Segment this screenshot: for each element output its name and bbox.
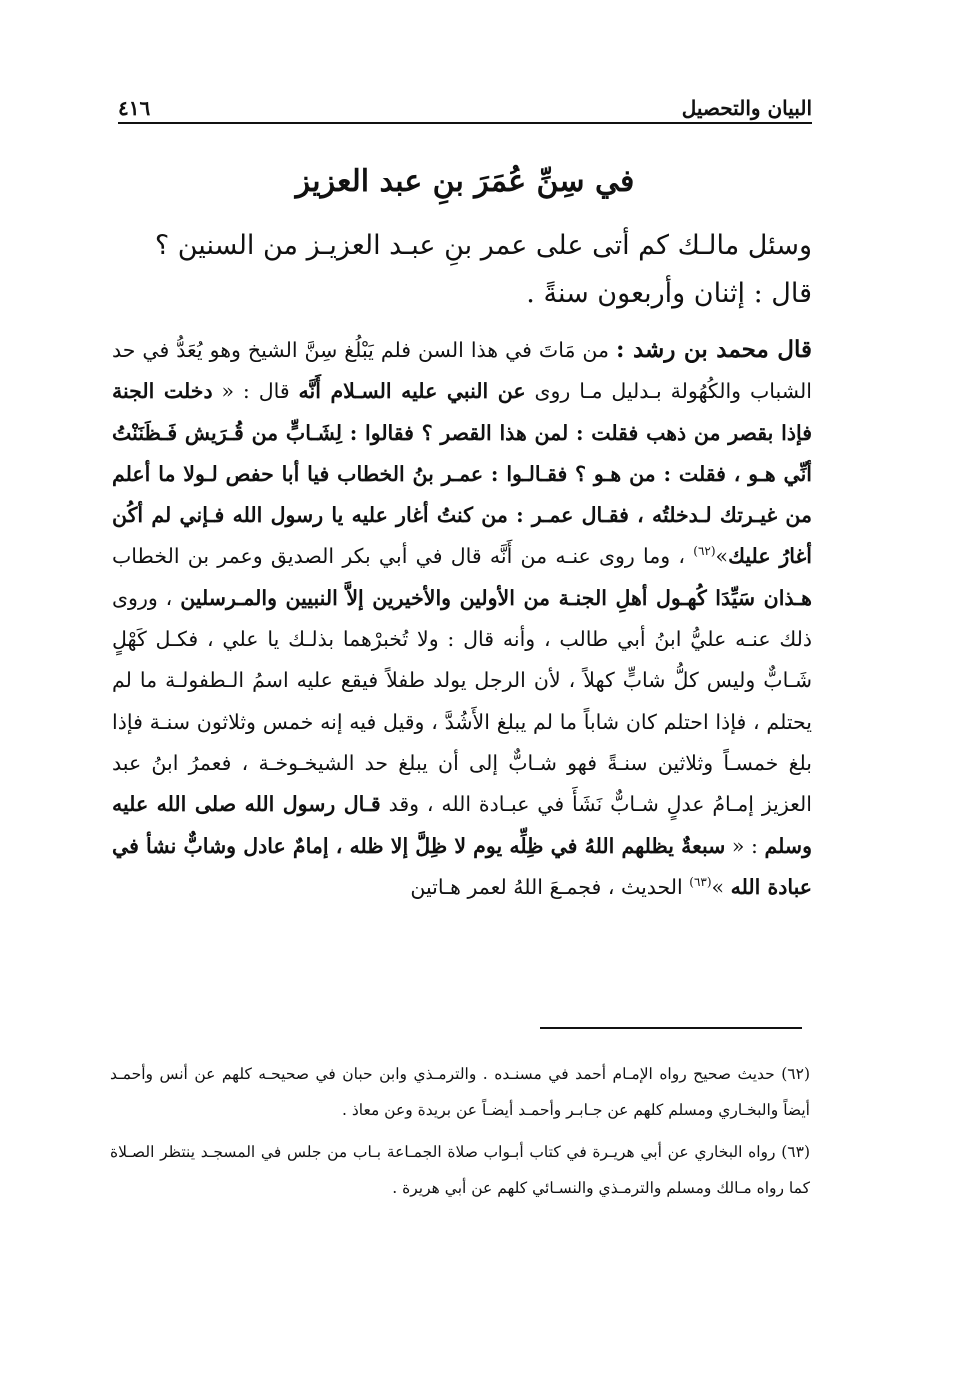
commentary-text: : « bbox=[731, 833, 758, 858]
issue-text bbox=[118, 222, 812, 318]
footnote-63: (٦٣) رواه البخاري عن أبي هريـرة في كتاب أبـواب صلاة الجمـاعة بـاب من جلس في المسجـد ينتظر الصـلاة كما رواه مـالك ومسلم والترمـذي والنسـائي كلهم عن أبي هريرة . bbox=[110, 1143, 810, 1197]
commentator-name: قال محمد بن رشد : bbox=[616, 336, 812, 363]
commentary-text: » bbox=[715, 544, 729, 569]
hadith-quote: هـذان سَيِّدَا كُهـول أهلِ الجنـة من الأولين والأخيرين إلاَّ النبيين والمـرسلين bbox=[180, 585, 812, 610]
footnotes bbox=[110, 1056, 810, 1212]
commentary-text: قال : « bbox=[221, 379, 290, 404]
commentary-paragraph bbox=[112, 329, 812, 908]
section-title: في سِنِّ عُمَرَ بنِ عبد العزيز bbox=[295, 164, 635, 199]
footnote-ref: (٦٢) bbox=[693, 544, 716, 559]
question-line: وسئل مالـك كم أتى على عمر بنِ عبـد العزيـز من السنين ؟ bbox=[154, 230, 812, 261]
footnote-separator bbox=[540, 1027, 802, 1029]
commentary-text: قـال رسول الله صلى الله عليه وسلم bbox=[112, 792, 812, 858]
commentary-text: عن النبي عليه السـلام أَنَّه bbox=[298, 379, 526, 404]
hadith-quote: سبعةٌ يظلهم اللهُ في ظِلِّه يوم لا ظِلَّ إلا ظله ، إمامٌ عادل وشابٌّ نشأ في عبادة الله bbox=[112, 833, 812, 899]
commentary-text: ، وروى ذلك عنـه عليُّ ابنُ أبي طالب ، وأنه قال : ولا تُخبرْهما بذلـك يا علي ، فكـل كَهْلٍ شَـابٌّ وليس كلُّ شابٍّ كهلاً ، لأن الرجل يولد طفلاً فيقع عليه اسمُ الـطفولـة ما لم يحتلم ، فإذا احتلم كان شاباً ما لم يبلغ الأَشُدَّ ، وقيل فيه إنه خمس وثلاثون سنـة فإذا بلغ خمسـاً وثلاثين سنـةً فهو شـابٌّ إلى أن يبلغ حد الشيخـوخـة ، فعمرُ ابنُ عبد العزيز إمـامُ عدلٍ شـابٌّ نَشَأَ في عبـادة الله ، وقد bbox=[112, 585, 812, 817]
book-title: البيان والتحصيل bbox=[681, 96, 812, 120]
commentary-text: ، وما روى عنـه من أَنَّه قال في أبي بكر الصديق وعمر بن الخطاب bbox=[112, 544, 686, 569]
footnote-ref: (٦٣) bbox=[689, 875, 712, 890]
hadith-quote: دخلت الجنة فإذا بقصر من ذهب فقلت : لمن هذا القصر ؟ فقالوا : لِشَـابٍّ من قُـرَيش فَـظَنَنْتُ أنِّي هـو ، فقلت : من هـو ؟ فقـالـوا : عمـر بنُ الخطاب فيا أبا حفص لـولا ما أعلم من غيـرتك لـدخلتُه ، فقـال عمـر : من كنتُ أغار عليه يا رسول الله فـإني لم أكُن أغارُ عليك bbox=[112, 379, 812, 569]
answer-line: قال : إثنان وأربعون سنةً . bbox=[526, 278, 812, 309]
footnote-62: (٦٢) حديث صحيح رواه الإمـام أحمد في مسنـده . والترمـذي وابن حبان في صحيحـه كلهم عن أنس وأحمـد أيضاً والبخـاري ومسلم كلهم عن جـابـر وأحمـد أيضـاً عن بريدة وعن معاذ . bbox=[110, 1065, 810, 1119]
commentary-text: الحديث ، فجمـعَ اللهُ لعمر هـاتين bbox=[410, 874, 683, 899]
running-header bbox=[118, 86, 812, 124]
page-number: ٤١٦ bbox=[118, 96, 151, 120]
commentary-text: من مَاتَ في هذا السن فلم يَبْلُغ سِنَّ الشيخ وهو يُعَدُّ في حد الشباب والكُهُولة بـدليل مـا روى bbox=[112, 338, 812, 404]
commentary-text: » bbox=[711, 874, 725, 899]
